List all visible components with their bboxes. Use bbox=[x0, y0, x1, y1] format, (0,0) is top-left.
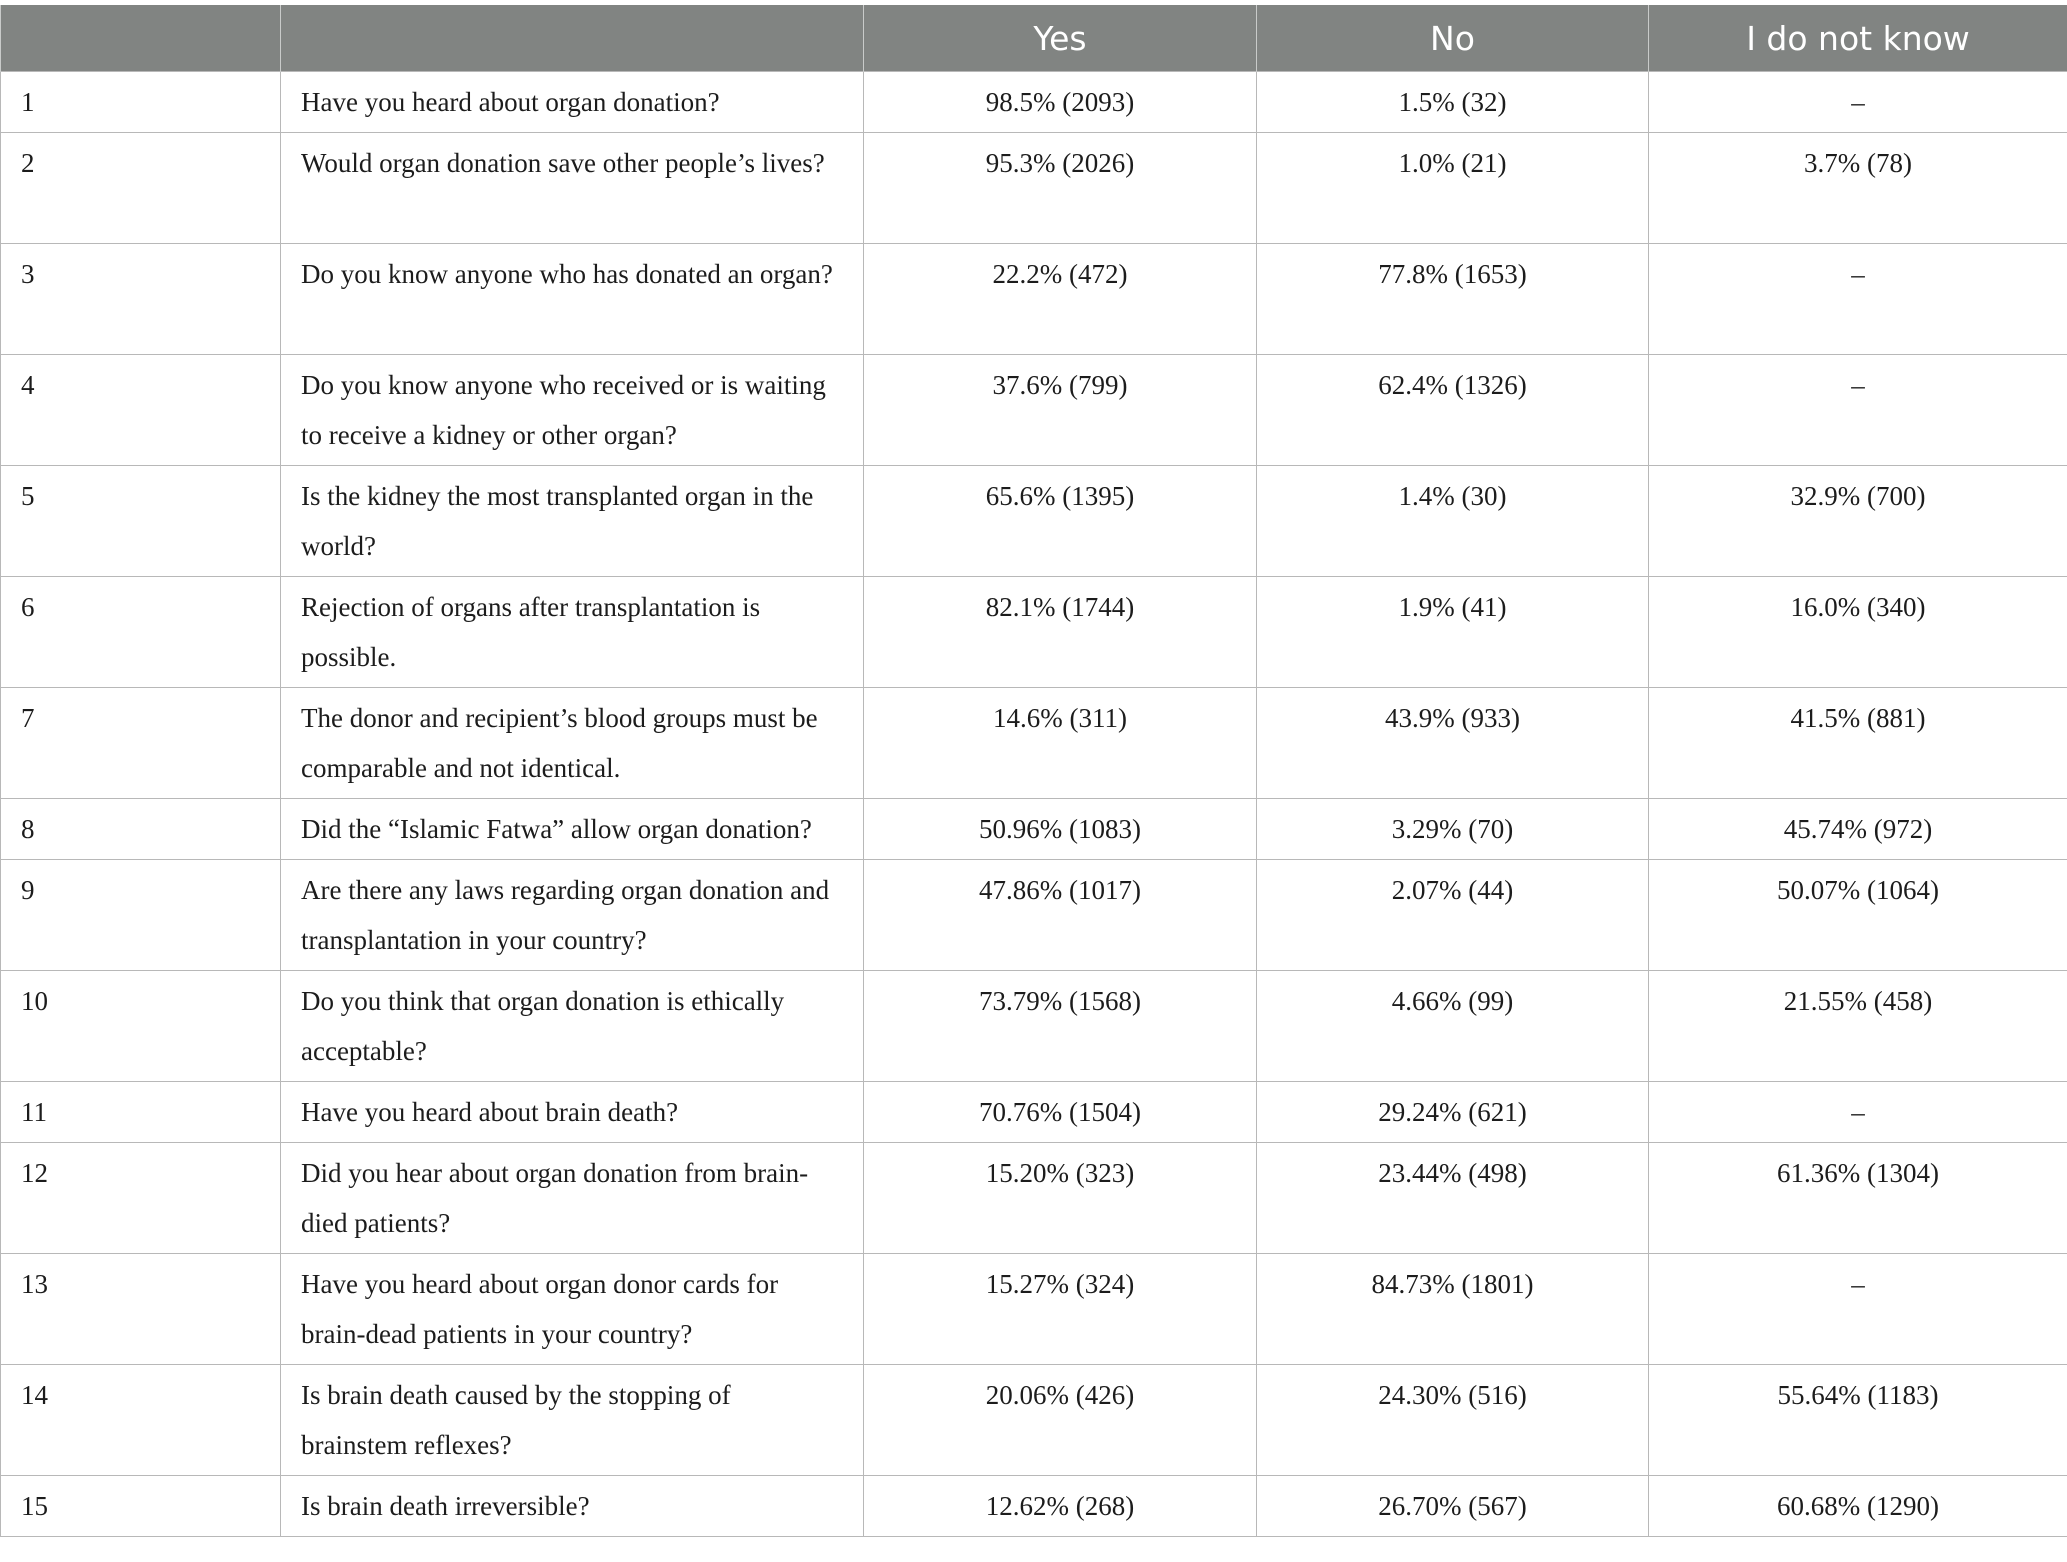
row-no: 1.0% (21) bbox=[1257, 133, 1649, 244]
row-number: 3 bbox=[1, 244, 281, 355]
row-do-not-know: 16.0% (340) bbox=[1649, 577, 2067, 688]
row-do-not-know: 50.07% (1064) bbox=[1649, 860, 2067, 971]
row-yes: 98.5% (2093) bbox=[864, 72, 1257, 133]
row-number: 8 bbox=[1, 799, 281, 860]
table-row bbox=[1, 1143, 2067, 1254]
table-row bbox=[1, 1365, 2067, 1476]
row-do-not-know: 60.68% (1290) bbox=[1649, 1476, 2067, 1537]
row-yes: 65.6% (1395) bbox=[864, 466, 1257, 577]
row-question: Is brain death caused by the stopping of brainstem reflexes? bbox=[281, 1365, 864, 1476]
table-header bbox=[1, 5, 2067, 72]
row-yes: 15.20% (323) bbox=[864, 1143, 1257, 1254]
row-no: 2.07% (44) bbox=[1257, 860, 1649, 971]
row-yes: 50.96% (1083) bbox=[864, 799, 1257, 860]
row-number: 13 bbox=[1, 1254, 281, 1365]
row-do-not-know: 41.5% (881) bbox=[1649, 688, 2067, 799]
row-no: 24.30% (516) bbox=[1257, 1365, 1649, 1476]
row-no: 77.8% (1653) bbox=[1257, 244, 1649, 355]
row-no: 29.24% (621) bbox=[1257, 1082, 1649, 1143]
row-number: 9 bbox=[1, 860, 281, 971]
row-do-not-know: – bbox=[1649, 355, 2067, 466]
row-question: Have you heard about organ donation? bbox=[281, 72, 864, 133]
row-do-not-know: 21.55% (458) bbox=[1649, 971, 2067, 1082]
row-question: Did you hear about organ donation from brain-died patients? bbox=[281, 1143, 864, 1254]
table-row bbox=[1, 72, 2067, 133]
row-number: 6 bbox=[1, 577, 281, 688]
row-no: 4.66% (99) bbox=[1257, 971, 1649, 1082]
row-no: 62.4% (1326) bbox=[1257, 355, 1649, 466]
table-row bbox=[1, 1254, 2067, 1365]
row-question: The donor and recipient’s blood groups must be comparable and not identical. bbox=[281, 688, 864, 799]
row-question: Do you know anyone who received or is waiting to receive a kidney or other organ? bbox=[281, 355, 864, 466]
row-yes: 12.62% (268) bbox=[864, 1476, 1257, 1537]
row-do-not-know: 3.7% (78) bbox=[1649, 133, 2067, 244]
table-row bbox=[1, 355, 2067, 466]
row-number: 12 bbox=[1, 1143, 281, 1254]
row-yes: 82.1% (1744) bbox=[864, 577, 1257, 688]
row-yes: 20.06% (426) bbox=[864, 1365, 1257, 1476]
row-no: 3.29% (70) bbox=[1257, 799, 1649, 860]
table-row bbox=[1, 577, 2067, 688]
row-number: 5 bbox=[1, 466, 281, 577]
row-do-not-know: – bbox=[1649, 1254, 2067, 1365]
row-no: 26.70% (567) bbox=[1257, 1476, 1649, 1537]
row-yes: 95.3% (2026) bbox=[864, 133, 1257, 244]
header-question bbox=[281, 5, 864, 72]
table-body bbox=[1, 72, 2067, 1537]
row-yes: 22.2% (472) bbox=[864, 244, 1257, 355]
table-row bbox=[1, 244, 2067, 355]
row-number: 4 bbox=[1, 355, 281, 466]
row-yes: 14.6% (311) bbox=[864, 688, 1257, 799]
row-no: 1.4% (30) bbox=[1257, 466, 1649, 577]
row-yes: 47.86% (1017) bbox=[864, 860, 1257, 971]
header-no: No bbox=[1257, 5, 1649, 72]
row-yes: 15.27% (324) bbox=[864, 1254, 1257, 1365]
header-yes: Yes bbox=[864, 5, 1257, 72]
header-do-not-know: I do not know bbox=[1649, 5, 2067, 72]
row-yes: 70.76% (1504) bbox=[864, 1082, 1257, 1143]
table-row bbox=[1, 1082, 2067, 1143]
table-row bbox=[1, 133, 2067, 244]
table-row bbox=[1, 1476, 2067, 1537]
survey-table bbox=[0, 5, 2067, 1537]
row-no: 84.73% (1801) bbox=[1257, 1254, 1649, 1365]
row-question: Have you heard about brain death? bbox=[281, 1082, 864, 1143]
row-number: 11 bbox=[1, 1082, 281, 1143]
row-no: 1.5% (32) bbox=[1257, 72, 1649, 133]
row-no: 1.9% (41) bbox=[1257, 577, 1649, 688]
row-do-not-know: 61.36% (1304) bbox=[1649, 1143, 2067, 1254]
row-question: Is the kidney the most transplanted organ in the world? bbox=[281, 466, 864, 577]
row-do-not-know: – bbox=[1649, 1082, 2067, 1143]
table-row bbox=[1, 466, 2067, 577]
table-row bbox=[1, 688, 2067, 799]
row-question: Do you think that organ donation is ethically acceptable? bbox=[281, 971, 864, 1082]
row-number: 2 bbox=[1, 133, 281, 244]
row-question: Are there any laws regarding organ donation and transplantation in your country? bbox=[281, 860, 864, 971]
row-number: 1 bbox=[1, 72, 281, 133]
table-row bbox=[1, 971, 2067, 1082]
header-number bbox=[1, 5, 281, 72]
row-question: Rejection of organs after transplantation is possible. bbox=[281, 577, 864, 688]
row-question: Have you heard about organ donor cards for brain-dead patients in your country? bbox=[281, 1254, 864, 1365]
row-question: Did the “Islamic Fatwa” allow organ donation? bbox=[281, 799, 864, 860]
row-yes: 73.79% (1568) bbox=[864, 971, 1257, 1082]
row-question: Is brain death irreversible? bbox=[281, 1476, 864, 1537]
row-do-not-know: 55.64% (1183) bbox=[1649, 1365, 2067, 1476]
row-do-not-know: 45.74% (972) bbox=[1649, 799, 2067, 860]
row-number: 15 bbox=[1, 1476, 281, 1537]
row-do-not-know: 32.9% (700) bbox=[1649, 466, 2067, 577]
table-row bbox=[1, 799, 2067, 860]
row-yes: 37.6% (799) bbox=[864, 355, 1257, 466]
row-number: 14 bbox=[1, 1365, 281, 1476]
row-no: 23.44% (498) bbox=[1257, 1143, 1649, 1254]
table-row bbox=[1, 860, 2067, 971]
row-number: 10 bbox=[1, 971, 281, 1082]
row-no: 43.9% (933) bbox=[1257, 688, 1649, 799]
row-do-not-know: – bbox=[1649, 72, 2067, 133]
row-question: Would organ donation save other people’s lives? bbox=[281, 133, 864, 244]
row-number: 7 bbox=[1, 688, 281, 799]
header-row bbox=[1, 5, 2067, 72]
row-do-not-know: – bbox=[1649, 244, 2067, 355]
row-question: Do you know anyone who has donated an organ? bbox=[281, 244, 864, 355]
